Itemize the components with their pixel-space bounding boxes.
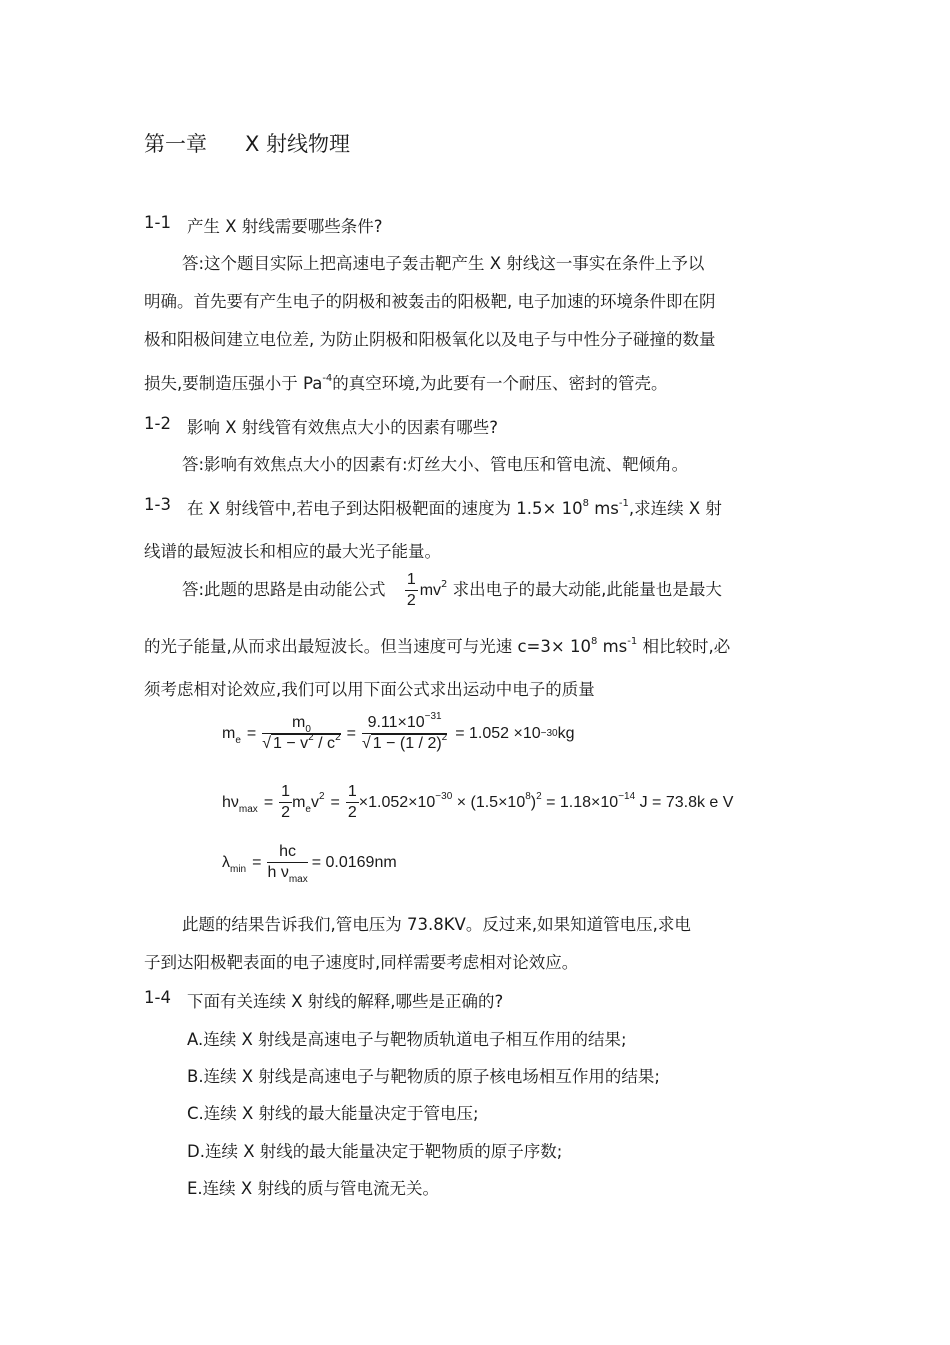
chapter-label: 第一章 [144, 132, 207, 156]
answer-text: 相比较时,必 [637, 637, 731, 656]
answer-text: 的真空环境,为此要有一个耐压、密封的管壳。 [332, 374, 668, 393]
question-number: 1-1 [144, 213, 171, 232]
exponent: 8 [590, 636, 598, 647]
answer-text: 损失,要制造压强小于 Pa [144, 374, 323, 393]
question-number: 1-4 [144, 988, 171, 1007]
exponent: 2 [441, 579, 448, 590]
answer-line: 极和阳极间建立电位差, 为防止阴极和阳极氧化以及电子与中性分子碰撞的数量 [144, 330, 716, 349]
answer-line: 明确。首先要有产生电子的阴极和被轰击的阳极靶, 电子加速的环境条件即在阴 [144, 292, 716, 311]
question-text-part: 在 X 射线管中,若电子到达阳极靶面的速度为 1.5× 10 [187, 499, 583, 518]
question-text: 产生 X 射线需要哪些条件? [187, 217, 383, 236]
fraction: $\frac{1}{2}$ [406, 571, 416, 609]
formula-mass: $m_e$ = $\frac{m_0}{√ 1 - v^2 / c^2}$ = $\frac{9.11\times 10^{-31}}{√ 1 - (1 / 2)^2}$ = 1.052 ×10 −30 kg [222, 711, 575, 752]
symbol: $m_e$ [222, 724, 241, 746]
exponent: 8 [582, 498, 589, 509]
chapter-title: X 射线物理 [245, 132, 351, 156]
option-c: C.连续 X 射线的最大能量决定于管电压; [187, 1104, 479, 1123]
question-text-part: ,求连续 X 射 [628, 499, 722, 518]
answer-line [144, 633, 730, 657]
answer-line: 答:这个题目实际上把高速电子轰击靶产生 X 射线这一事实在条件上予以 [182, 254, 705, 273]
question-number: 1-3 [144, 495, 171, 514]
option-d: D.连续 X 射线的最大能量决定于靶物质的原子序数; [187, 1142, 563, 1161]
question-text: 线谱的最短波长和相应的最大光子能量。 [144, 542, 441, 561]
exponent: -1 [618, 498, 629, 509]
answer-line [182, 570, 722, 611]
option-b: B.连续 X 射线是高速电子与靶物质的原子核电场相互作用的结果; [187, 1067, 660, 1086]
exponent: -4 [322, 373, 333, 384]
question-text-part: ms [588, 499, 619, 518]
answer-line: 子到达阳极靶表面的电子速度时,同样需要考虑相对论效应。 [144, 953, 579, 972]
formula-mv: mv [419, 582, 442, 599]
answer-text: 求出电子的最大动能,此能量也是最大 [447, 580, 722, 599]
fraction: $\frac{m_0}{√ 1 - v^2 / c^2}$ [262, 714, 341, 752]
answer-line [144, 370, 668, 394]
formula-energy: $h\nu_{max}$ = $\frac{1}{2}$ $m_ev^2$ = $\frac{1}{2}$ $\times 1.052\times 10^{-30} \times (1.5\times 10^8)^2 = 1.18\times 10^{-14}$ J = 73.8k e V [222, 783, 734, 821]
answer-line: 须考虑相对论效应,我们可以用下面公式求出运动中电子的质量 [144, 680, 595, 699]
answer-text: 的光子能量,从而求出最短波长。但当速度可与光速 c=3× 10 [144, 637, 591, 656]
question-text: 影响 X 射线管有效焦点大小的因素有哪些? [187, 418, 499, 437]
answer-line: 此题的结果告诉我们,管电压为 73.8KV。反过来,如果知道管电压,求电 [182, 915, 691, 934]
formula-wavelength: $\lambda_{min}$ = $\frac{hc}{h \nu_{max}}$ = 0.0169nm [222, 843, 397, 885]
question-text [187, 495, 722, 519]
fraction: $\frac{9.11\times 10^{-31}}{√ 1 - (1 / 2)^2}$ [361, 711, 448, 752]
answer-text: ms [597, 637, 628, 656]
option-a: A.连续 X 射线是高速电子与靶物质轨道电子相互作用的结果; [187, 1030, 627, 1049]
question-text: 下面有关连续 X 射线的解释,哪些是正确的? [187, 992, 504, 1011]
answer-text: 答:此题的思路是由动能公式 [182, 580, 386, 599]
option-e: E.连续 X 射线的质与管电流无关。 [187, 1179, 439, 1198]
exponent: -1 [627, 636, 638, 647]
question-number: 1-2 [144, 414, 171, 433]
answer-line: 答:影响有效焦点大小的因素有:灯丝大小、管电压和管电流、靶倾角。 [182, 455, 689, 474]
